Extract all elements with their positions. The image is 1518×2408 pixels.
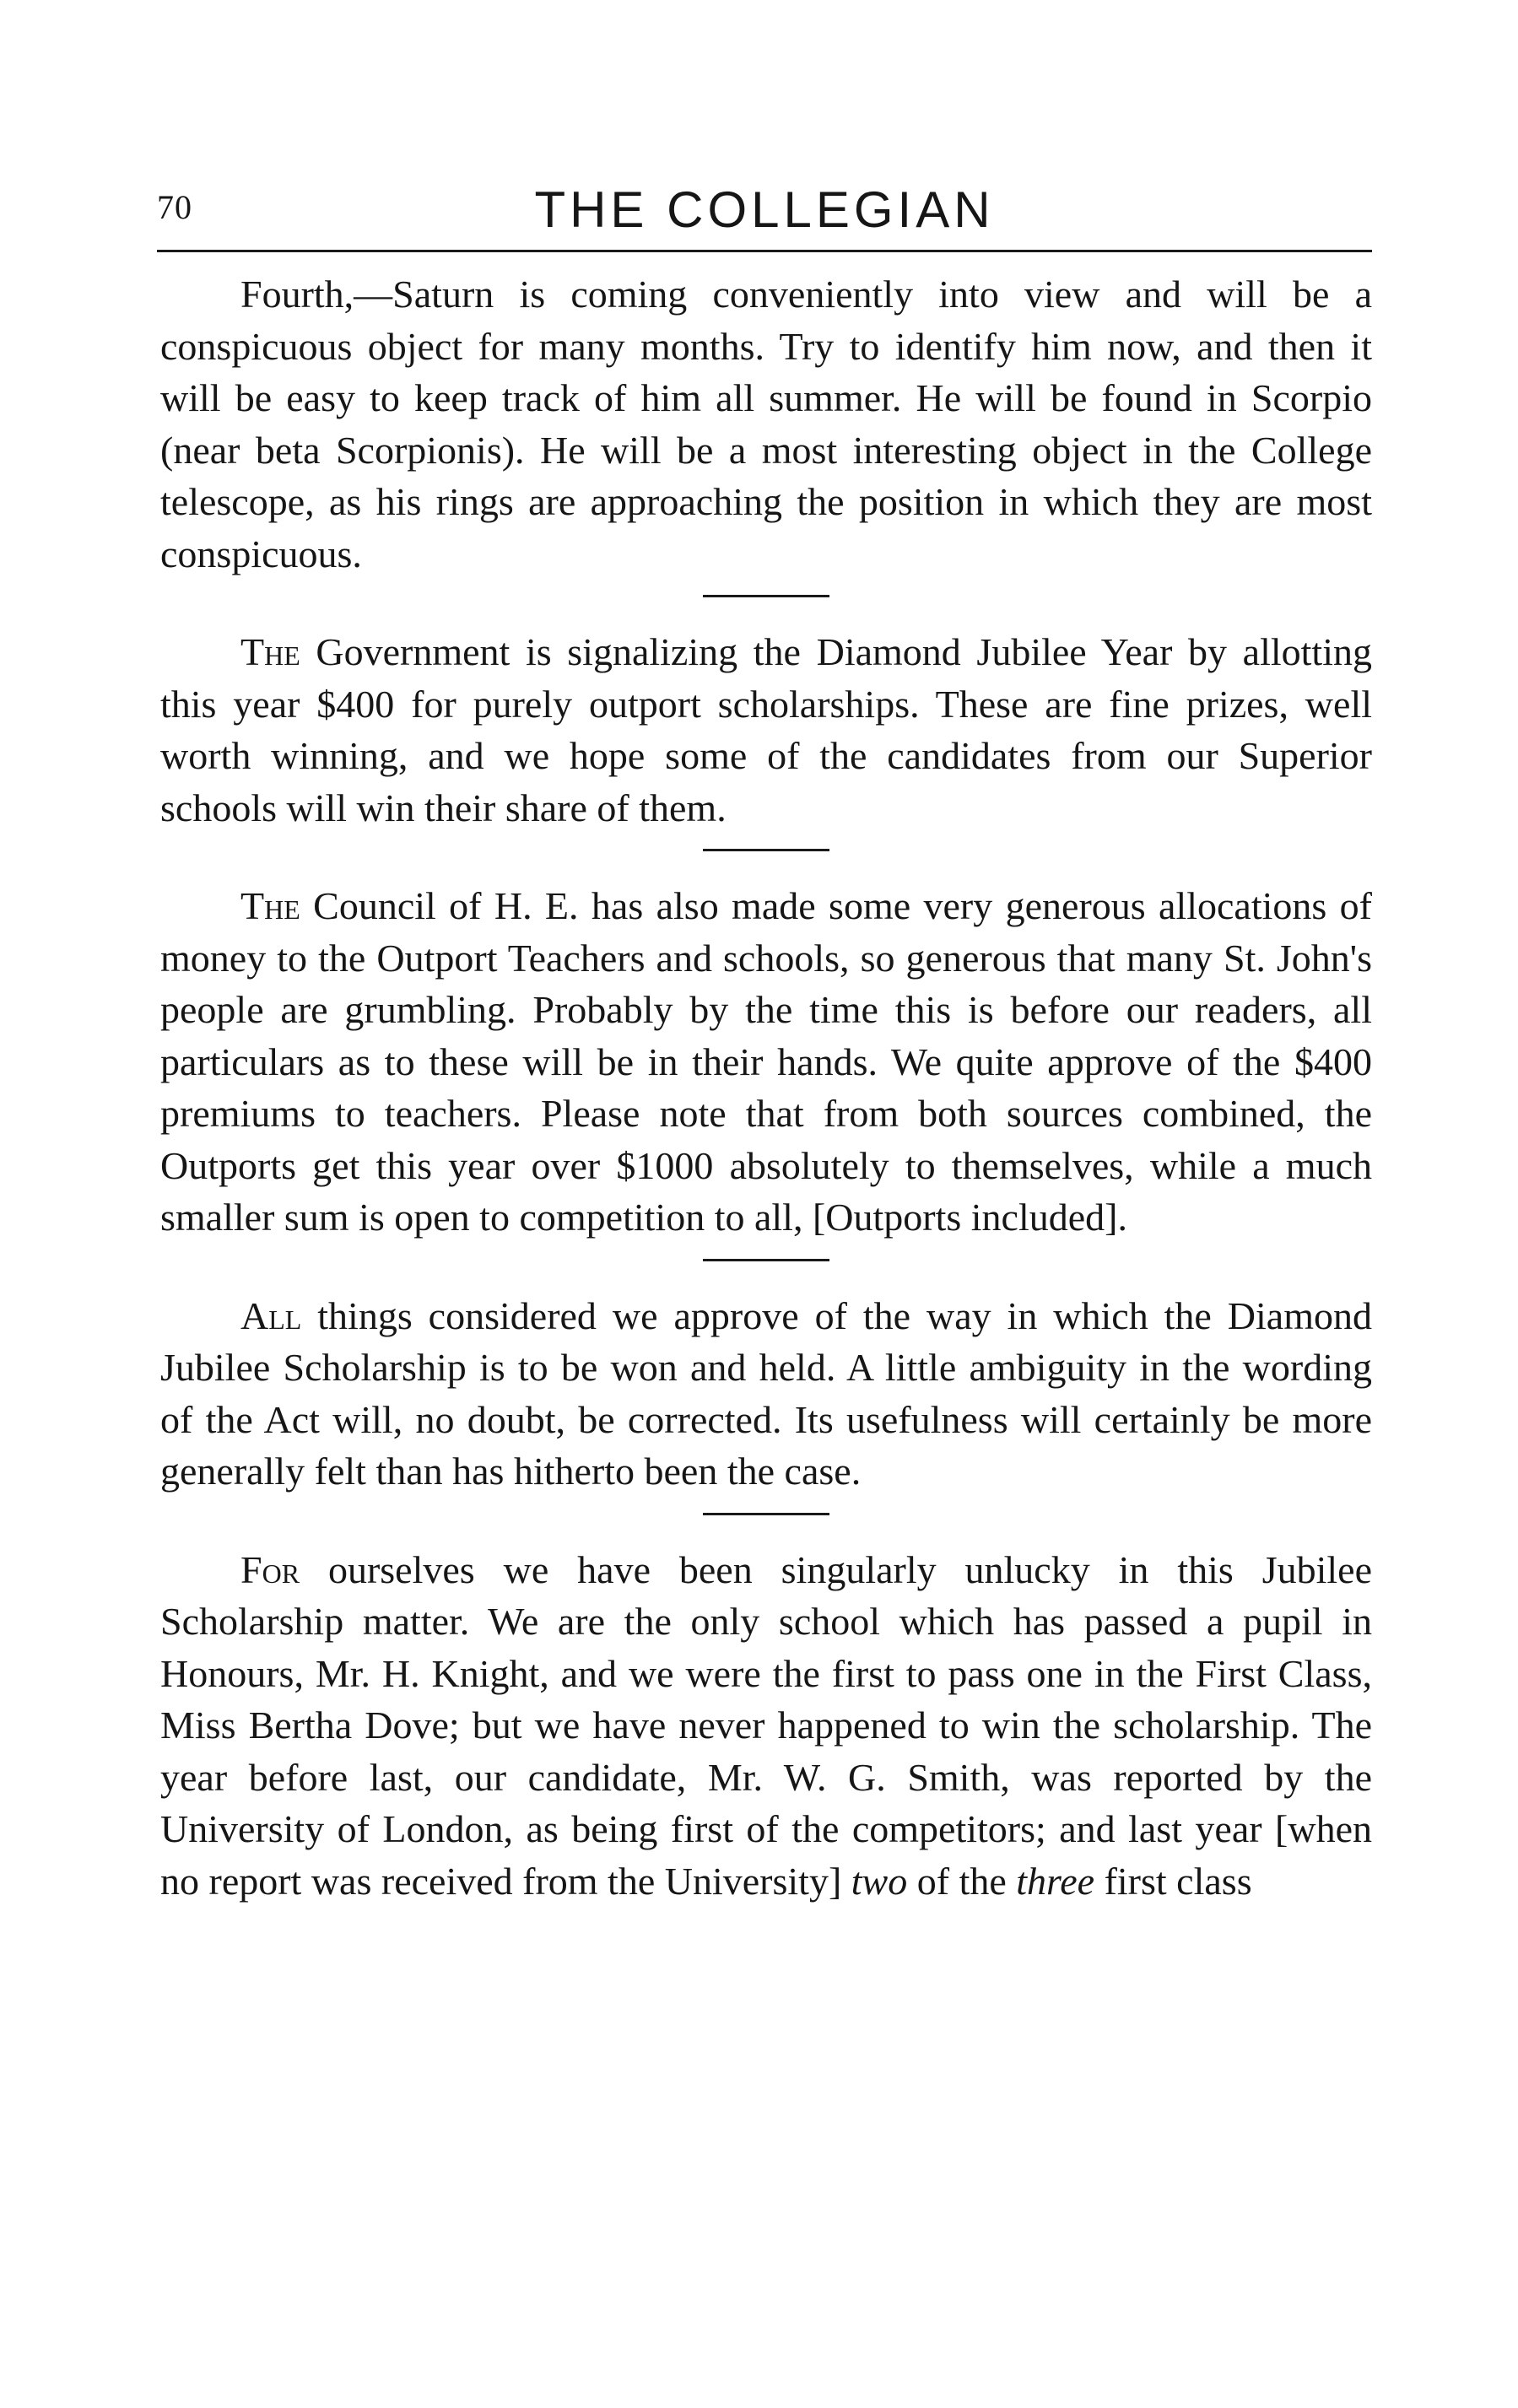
paragraph-jubilee-scholarship [160, 1290, 1372, 1498]
italic-word: three [1016, 1859, 1095, 1903]
italic-word: two [851, 1859, 908, 1903]
paragraph-text: things considered we approve of the way in which the Diamond Jubilee Scholarship is to be won and held. A little ambiguity in the wording of the Act will, no doubt, be corrected. Its usefulness will certainly be more generally felt than has hitherto been the case. [160, 1293, 1372, 1493]
section-divider [703, 1259, 829, 1261]
paragraph-lead: The [240, 630, 300, 673]
paragraph-lead: For [240, 1547, 300, 1591]
paragraph-lead: The [240, 884, 300, 927]
section-divider [703, 595, 829, 597]
running-title: THE COLLEGIAN [534, 181, 995, 238]
paragraph-ourselves [160, 1544, 1372, 1908]
section-divider [703, 849, 829, 851]
header-rule [157, 250, 1372, 252]
paragraph-council [160, 880, 1372, 1244]
paragraph-text: Council of H. E. has also made some very generous allocations of money to the Outport Teachers and schools, so generous that many St. John's people are grumbling. Probably by the time this is before our readers, all particulars as to these will be in their hands. We quite approve of the $400 premiums to teachers. Please note that from both sources combined, the Outports get this year over $1000 absolutely to themselves, while a much smaller sum is open to competition to all, [Outports included]. [160, 884, 1372, 1239]
paragraph-government [160, 626, 1372, 834]
paragraph-text: Government is signalizing the Diamond Jubilee Year by allotting this year $400 for purely outport scholarships. These are fine prizes, well worth winning, and we hope some of the candidates from our Superior schools will win their share of them. [160, 630, 1372, 829]
paragraph-text: first class [1094, 1859, 1252, 1903]
paragraph-lead: All [240, 1293, 302, 1337]
paragraph-text: ourselves we have been singularly unlucky in this Jubilee Scholarship matter. We are the only school which has passed a pupil in Honours, Mr. H. Knight, and we were the first to pass one in the First Class, Miss Bertha Dove; but we have never happened to win the scholarship. The year before last, our candidate, Mr. W. G. Smith, was reported by the University of London, as being first of the competitors; and last year [when no report was received from the University] [160, 1547, 1372, 1903]
article-body [160, 268, 1372, 1907]
paragraph-text: Fourth,—Saturn is coming conveniently into view and will be a conspicuous object for many months. Try to identify him now, and then it will be easy to keep track of him all summer. He will be found in Scorpio (near beta Scorpionis). He will be a most interesting object in the College telescope, as his rings are approaching the position in which they are most conspicuous. [160, 273, 1372, 575]
page-header [157, 181, 1372, 248]
paragraph-text: of the [907, 1859, 1017, 1903]
section-divider [703, 1513, 829, 1515]
paragraph-saturn [160, 268, 1372, 580]
page-number: 70 [157, 188, 192, 226]
